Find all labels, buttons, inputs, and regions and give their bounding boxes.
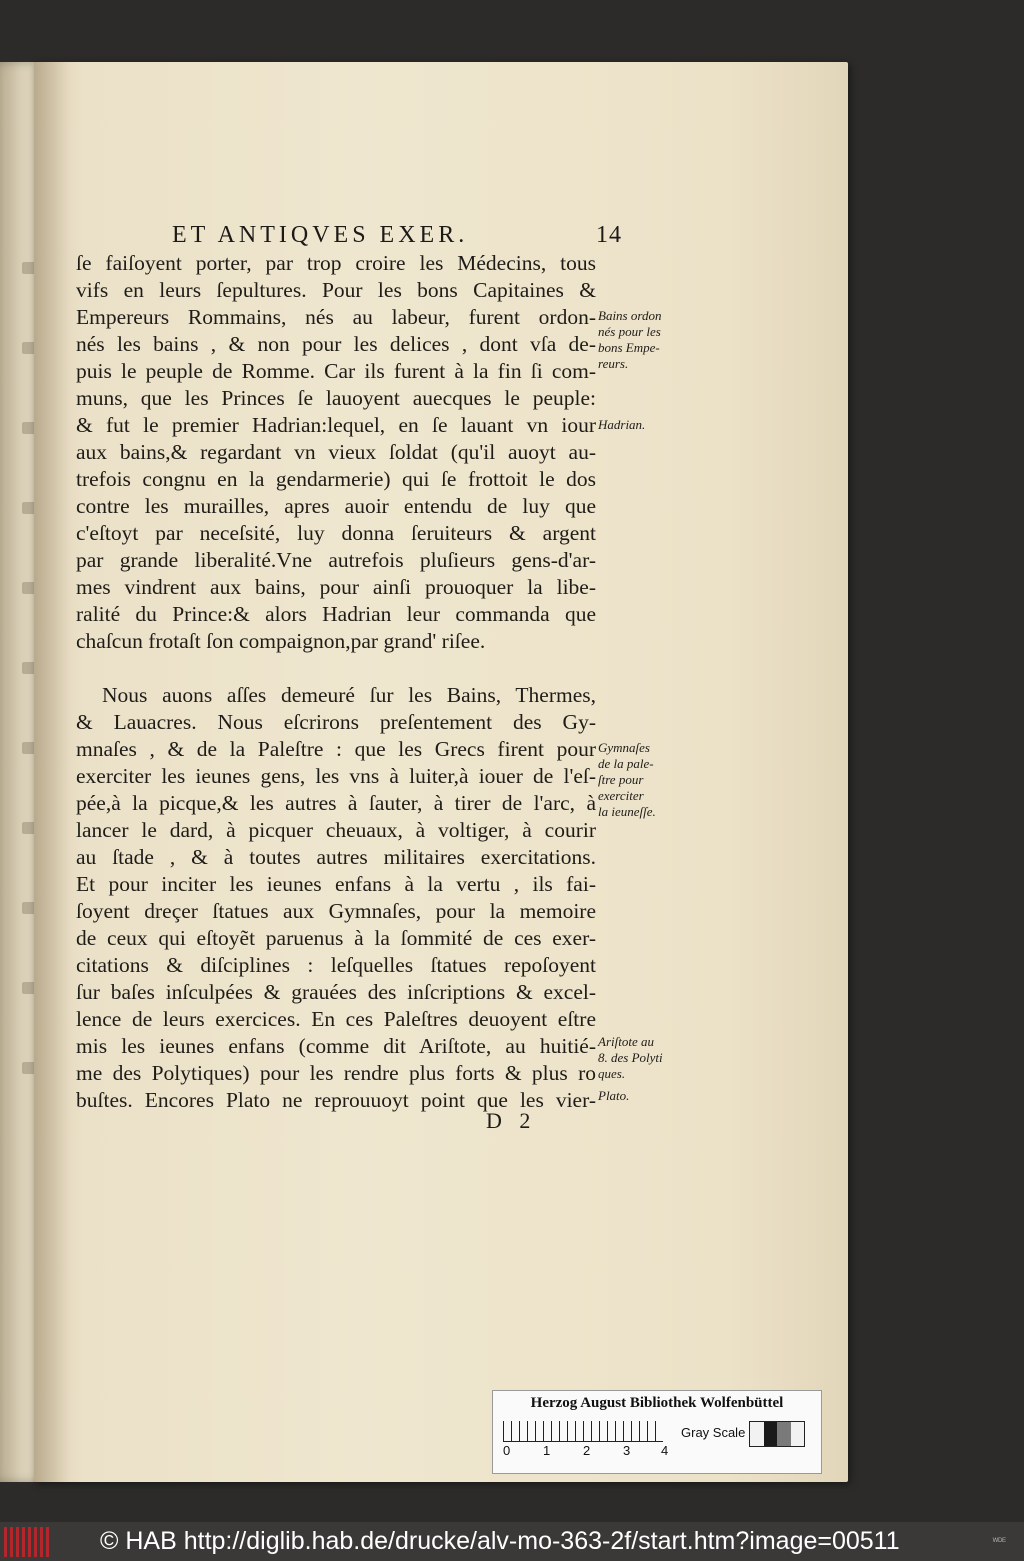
text-line: Nous auons aſſes demeuré ſur les Bains, Thermes, <box>102 683 596 707</box>
margin-note-aristote: Ariſtote au 8. des Polyti ques. <box>598 1034 663 1081</box>
text-line: Et pour inciter les ieunes enfans à la vertu , ils fai- <box>76 872 596 896</box>
hab-logo-icon <box>4 1527 50 1557</box>
gray-scale-label: Gray Scale <box>681 1425 746 1440</box>
text-line: au ſtade , & à toutes autres militaires exercitations. <box>76 845 596 869</box>
text-line: aux bains,& regardant vn vieux ſoldat (qu'il auoyt au- <box>76 440 596 464</box>
signature-mark: D 2 <box>486 1108 537 1133</box>
text-line: trefois congnu en la gendarmerie) qui ſe frottoit le dos <box>76 467 596 491</box>
text-line: muns, que les Princes ſe lauoyent auecques le peuple: <box>76 386 596 410</box>
text-line: & Lauacres. Nous eſcrirons preſentement des Gy- <box>76 710 596 734</box>
text-line: Empereurs Rommains, nés au labeur, furent ordon- <box>76 305 596 329</box>
text-line: contre les murailles, apres auoir entendu de luy que <box>76 494 596 518</box>
text-line: & fut le premier Hadrian:lequel, en ſe lauant vn iour <box>76 413 596 437</box>
gray-swatch <box>764 1422 778 1446</box>
text-line: buſtes. Encores Plato ne reprouuoyt point que les vier- <box>76 1088 596 1112</box>
page-number: 14 <box>596 222 622 248</box>
text-line: citations & diſciplines : leſquelles ſtatues repoſoyent <box>76 953 596 977</box>
margin-note-gymnases: Gymnaſes de la pale- ſtre pour exerciter la ieuneſſe. <box>598 740 656 819</box>
footer-url[interactable]: © HAB http://diglib.hab.de/drucke/alv-mo-363-2f/start.htm?image=00511 <box>100 1527 900 1555</box>
text-line: de ceux qui eſtoyẽt paruenus à la ſommité de ces exer- <box>76 926 596 950</box>
scale-label: 4 <box>661 1443 669 1458</box>
running-title: ET ANTIQVES EXER. <box>172 222 469 248</box>
gray-swatch <box>791 1422 805 1446</box>
scale-label: 2 <box>583 1443 591 1458</box>
text-line: c'eſtoyt par neceſsité, luy donna ſeruiteurs & argent <box>76 521 596 545</box>
text-line: pée,à la picque,& les autres à ſauter, à tirer de l'arc, à <box>76 791 596 815</box>
text-line: vifs en leurs ſepultures. Pour les bons Capitaines & <box>76 278 596 302</box>
margin-note-bains: Bains ordon nés pour les bons Empe- reurs. <box>598 308 662 371</box>
text-line: puis le peuple de Romme. Car ils furent à la fin ſi com- <box>76 359 596 383</box>
library-name: Herzog August Bibliothek Wolfenbüttel <box>530 1395 784 1411</box>
body-text <box>76 250 596 1114</box>
text-line: ſoyent dreçer ſtatues aux Gymnaſes, pour la memoire <box>76 899 596 923</box>
text-line: me des Polytiques) pour les rendre plus forts & plus ro <box>76 1061 596 1085</box>
text-line: ſur baſes inſculpées & grauées des inſcriptions & excel- <box>76 980 596 1004</box>
footer-bar <box>0 1522 1024 1561</box>
scale-label: 0 <box>503 1443 511 1458</box>
text-line: par grande liberalité.Vne autrefois pluſieurs gens-d'ar- <box>76 548 596 572</box>
margin-note-plato: Plato. <box>598 1088 630 1103</box>
text-line: lancer le dard, à picquer cheuaux, à voltiger, à courir <box>76 818 596 842</box>
scale-label: 3 <box>623 1443 631 1458</box>
text-line: chaſcun frotaſt ſon compaignon,par grand' riſee. <box>76 629 486 653</box>
text-line: mnaſes , & de la Paleſtre : que les Grecs firent pour <box>76 737 596 761</box>
text-line: exerciter les ieunes gens, les vns à luiter,à iouer de l'eſ- <box>76 764 596 788</box>
text-line: mis les ieunes enfans (comme dit Ariſtote, au huitié- <box>76 1034 596 1058</box>
text-line: nés les bains , & non pour les delices , dont vſa de- <box>76 332 596 356</box>
scale-label: 1 <box>543 1443 551 1458</box>
text-line: ſe faiſoyent porter, par trop croire les Médecins, tous <box>76 251 596 275</box>
gray-scale-swatches <box>749 1421 805 1447</box>
text-line: ralité du Prince:& alors Hadrian leur commanda que <box>76 602 596 626</box>
text-line: mes vindrent aux bains, pour ainſi prouoquer la libe- <box>76 575 596 599</box>
gray-swatch <box>777 1422 791 1446</box>
scale-labels <box>499 1443 679 1459</box>
margin-note-hadrian: Hadrian. <box>598 417 646 432</box>
gray-swatch <box>750 1422 764 1446</box>
running-header <box>172 222 622 249</box>
calibration-card <box>492 1390 822 1474</box>
footer-mark: ᵂᴰᴱ <box>992 1536 1006 1546</box>
scale-ruler <box>503 1421 663 1442</box>
text-line: lence de leurs exercices. En ces Paleſtres deuoyent eſtre <box>76 1007 596 1031</box>
